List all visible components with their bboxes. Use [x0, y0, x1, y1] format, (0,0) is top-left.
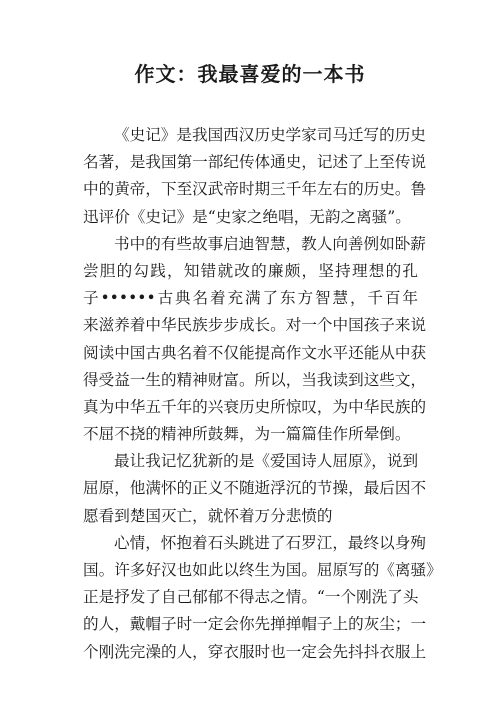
text-line: 的人，戴帽子时一定会你先掸掸帽子上的灰尘；一 [83, 615, 427, 634]
text-line: 个刚洗完澡的人，穿衣服时也一定会先抖抖衣服上 [83, 642, 427, 661]
text-line: 尝胆的勾践，知错就改的廉颇，坚持理想的孔 [83, 261, 418, 280]
document-title: 作文：我最喜爱的一本书 [134, 62, 366, 86]
text-line: 得受益一生的精神财富。所以，当我读到这些文， [83, 370, 427, 389]
text-line: 屈原，他满怀的正义不随逝浮沉的节操，最后因不 [83, 479, 427, 498]
text-line: 正是抒发了自己郁郁不得志之情。“一个刚洗了头 [83, 588, 419, 607]
text-line: 愿看到楚国灭亡，就怀着万分悲愤的 [83, 506, 333, 525]
text-line: 中的黄帝，下至汉武帝时期三千年左右的历史。鲁 [83, 180, 427, 199]
text-line: 《史记》是我国西汉历史学家司马迁写的历史 [114, 126, 426, 144]
text-line: 书中的有些故事启迪智慧，教人向善例如卧薪 [114, 234, 426, 253]
text-line: 子••••••古典名着充满了东方智慧，千百年 [83, 289, 418, 308]
text-line: 最让我记忆犹新的是《爱国诗人屈原》，说到 [114, 452, 419, 471]
text-line: 迅评价《史记》是“史家之绝唱，无韵之离骚”。 [83, 207, 411, 226]
text-line: 国。许多好汉也如此以终生为国。屈原写的《离骚》 [83, 561, 442, 579]
text-line: 名著，是我国第一部纪传体通史，记述了上至传说 [83, 153, 427, 172]
text-line: 不屈不挠的精神所鼓舞，为一篇篇佳作所晕倒。 [83, 425, 411, 444]
text-line: 阅读中国古典名着不仅能提高作文水平还能从中获 [83, 343, 427, 362]
text-line: 真为中华五千年的兴衰历史所惊叹，为中华民族的 [83, 397, 427, 416]
text-line: 心情，怀抱着石头跳进了石罗江，最终以身殉 [114, 533, 426, 552]
text-line: 来滋养着中华民族步步成长。对一个中国孩子来说 [83, 316, 427, 335]
document-body [83, 122, 442, 666]
